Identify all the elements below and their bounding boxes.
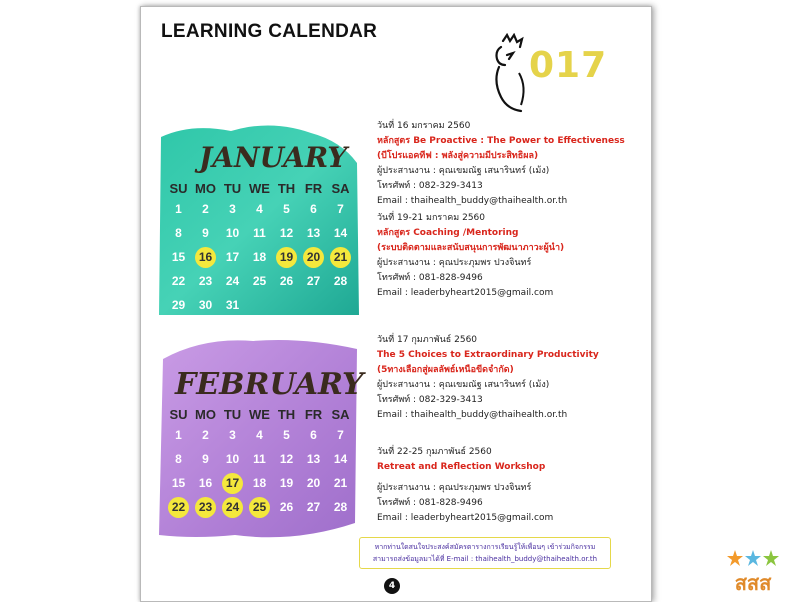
day-number: 3 — [229, 428, 236, 442]
calendar-day — [273, 269, 300, 293]
february-calendar — [159, 333, 364, 541]
weekday-label: FR — [304, 407, 323, 422]
calendar-day — [327, 245, 354, 269]
calendar-day — [219, 197, 246, 221]
calendar-day — [300, 197, 327, 221]
calendar-day — [165, 423, 192, 447]
day-number: 7 — [337, 428, 344, 442]
event-email: Email : thaihealth_buddy@thaihealth.or.th — [377, 410, 568, 420]
event-entry — [377, 333, 599, 423]
day-number: 8 — [175, 226, 182, 240]
day-number: 9 — [202, 226, 209, 240]
weekday-label: MO — [195, 181, 216, 196]
calendar-day — [246, 269, 273, 293]
calendar-day — [327, 197, 354, 221]
event-coordinator: ผู้ประสานงาน : คุณประภุมพร ปวงจินทร์ — [377, 258, 532, 268]
calendar-day — [165, 495, 192, 519]
event-subtitle: (5ทางเลือกสู่ผลลัพธ์เหนือขีดจำกัด) — [377, 365, 514, 375]
day-number: 15 — [171, 476, 186, 490]
calendar-day — [300, 245, 327, 269]
event-coordinator: ผู้ประสานงาน : คุณเขมณัฐ เสนารินทร์ (เม้ง) — [377, 380, 550, 390]
page-title: LEARNING CALENDAR — [161, 21, 378, 42]
day-number: 21 — [333, 476, 348, 490]
day-number: 10 — [225, 226, 240, 240]
weekday-label: SA — [331, 181, 350, 196]
calendar-day — [300, 447, 327, 471]
logo-year: 017 — [529, 45, 608, 86]
brand-text: สสส — [734, 571, 772, 595]
day-number: 28 — [333, 274, 348, 288]
calendar-day — [219, 245, 246, 269]
day-number: 14 — [333, 452, 348, 466]
event-email: Email : thaihealth_buddy@thaihealth.or.th — [377, 196, 568, 206]
calendar-day — [273, 197, 300, 221]
calendar-day — [165, 293, 192, 317]
contact-note-box — [359, 537, 611, 569]
day-number: 2 — [202, 202, 209, 216]
weekday-label: SU — [169, 407, 188, 422]
day-number: 13 — [306, 226, 321, 240]
star-people-icon — [727, 548, 779, 568]
month-title: JANUARY — [199, 141, 348, 174]
weekday-header — [165, 181, 354, 196]
calendar-day — [273, 423, 300, 447]
day-number: 25 — [252, 274, 267, 288]
calendar-day — [192, 447, 219, 471]
note-line: หากท่านใดสนใจประสงค์สมัครตารางการเรียนรู้ให้เพื่อนๆ เข้าร่วมกิจกรรม — [374, 543, 596, 551]
calendar-day — [273, 495, 300, 519]
day-number: 22 — [171, 274, 186, 288]
day-number: 17 — [222, 473, 243, 494]
calendar-day — [165, 447, 192, 471]
day-number: 27 — [306, 500, 321, 514]
calendar-day — [219, 293, 246, 317]
calendar-day — [219, 221, 246, 245]
day-number: 8 — [175, 452, 182, 466]
event-entry — [377, 445, 553, 526]
day-number: 21 — [330, 247, 351, 268]
calendar-day — [327, 221, 354, 245]
event-phone: โทรศัพท์ : 082-329-3413 — [377, 395, 483, 405]
weekday-label: SA — [331, 407, 350, 422]
day-number: 12 — [279, 226, 294, 240]
calendar-day — [300, 423, 327, 447]
day-number: 10 — [225, 452, 240, 466]
day-number: 5 — [283, 428, 290, 442]
calendar-day — [165, 221, 192, 245]
calendar-day — [327, 423, 354, 447]
day-number: 26 — [279, 500, 294, 514]
calendar-day — [273, 221, 300, 245]
day-number: 5 — [283, 202, 290, 216]
calendar-day — [273, 471, 300, 495]
calendar-day — [246, 197, 273, 221]
rooster-logo — [489, 33, 629, 117]
event-date: วันที่ 22-25 กุมภาพันธ์ 2560 — [377, 447, 492, 457]
event-subtitle: (บีโปรแอคทีฟ : พลังสู่ความมีประสิทธิผล) — [377, 151, 539, 161]
document-page — [140, 6, 652, 602]
day-number: 23 — [195, 497, 216, 518]
calendar-day — [192, 495, 219, 519]
calendar-day — [165, 197, 192, 221]
calendar-day — [246, 423, 273, 447]
event-date: วันที่ 17 กุมภาพันธ์ 2560 — [377, 335, 478, 345]
calendar-day — [192, 269, 219, 293]
event-title: Retreat and Reflection Workshop — [377, 462, 546, 472]
calendar-day — [219, 269, 246, 293]
day-number: 1 — [175, 428, 182, 442]
day-grid — [165, 423, 354, 519]
calendar-day — [246, 245, 273, 269]
calendar-day — [327, 269, 354, 293]
day-number: 11 — [253, 452, 266, 466]
event-coordinator: ผู้ประสานงาน : คุณประภุมพร ปวงจินทร์ — [377, 483, 532, 493]
calendar-day — [192, 197, 219, 221]
day-number: 22 — [168, 497, 189, 518]
note-line: สามารถส่งข้อมูลมาได้ที่ E-mail : thaihealth_buddy@thaihealth.or.th — [372, 555, 598, 563]
day-number: 29 — [171, 298, 186, 312]
weekday-label: MO — [195, 407, 216, 422]
thaihealth-logo — [727, 548, 779, 595]
day-number: 12 — [279, 452, 294, 466]
day-number: 24 — [225, 274, 240, 288]
event-title: The 5 Choices to Extraordinary Productivity — [377, 350, 599, 360]
weekday-label: TH — [277, 181, 296, 196]
day-grid — [165, 197, 354, 317]
day-number: 17 — [225, 250, 240, 264]
calendar-day — [219, 423, 246, 447]
event-subtitle: (ระบบติดตามและสนับสนุนการพัฒนาภาวะผู้นำ) — [377, 243, 565, 253]
weekday-header — [165, 407, 354, 422]
calendar-day — [327, 495, 354, 519]
weekday-label: TH — [277, 407, 296, 422]
day-number: 16 — [198, 476, 213, 490]
weekday-label: FR — [304, 181, 323, 196]
calendar-day — [165, 269, 192, 293]
calendar-day — [327, 447, 354, 471]
event-title: หลักสูตร Be Proactive : The Power to Effectiveness — [377, 136, 625, 146]
day-number: 18 — [252, 250, 267, 264]
calendar-day — [246, 471, 273, 495]
day-number: 20 — [303, 247, 324, 268]
day-number: 1 — [175, 202, 182, 216]
calendar-day — [246, 495, 273, 519]
weekday-label: TU — [223, 181, 242, 196]
day-number: 23 — [198, 274, 213, 288]
calendar-day — [165, 471, 192, 495]
day-number: 11 — [253, 226, 266, 240]
event-title: หลักสูตร Coaching /Mentoring — [377, 228, 519, 238]
day-number: 31 — [225, 298, 240, 312]
calendar-day — [192, 245, 219, 269]
day-number: 4 — [256, 202, 263, 216]
calendar-day — [300, 471, 327, 495]
event-date: วันที่ 16 มกราคม 2560 — [377, 121, 471, 131]
calendar-day — [246, 447, 273, 471]
day-number: 13 — [306, 452, 321, 466]
day-number: 16 — [195, 247, 216, 268]
day-number: 30 — [198, 298, 213, 312]
day-number: 24 — [222, 497, 243, 518]
weekday-label: WE — [249, 407, 270, 422]
event-date: วันที่ 19-21 มกราคม 2560 — [377, 213, 485, 223]
day-number: 6 — [310, 202, 317, 216]
calendar-day — [300, 495, 327, 519]
month-title: FEBRUARY — [175, 367, 364, 402]
calendar-day — [219, 447, 246, 471]
calendar-day — [327, 471, 354, 495]
day-number: 14 — [333, 226, 348, 240]
january-calendar — [159, 115, 359, 315]
event-email: Email : leaderbyheart2015@gmail.com — [377, 288, 554, 298]
calendar-day — [192, 423, 219, 447]
day-number: 15 — [171, 250, 186, 264]
calendar-day — [246, 221, 273, 245]
day-number: 26 — [279, 274, 294, 288]
weekday-label: WE — [249, 181, 270, 196]
day-number: 7 — [337, 202, 344, 216]
event-coordinator: ผู้ประสานงาน : คุณเขมณัฐ เสนารินทร์ (เม้ง) — [377, 166, 550, 176]
calendar-day — [273, 245, 300, 269]
calendar-day — [300, 269, 327, 293]
event-entry — [377, 211, 564, 301]
calendar-day — [192, 471, 219, 495]
calendar-day — [219, 471, 246, 495]
day-number: 3 — [229, 202, 236, 216]
day-number: 25 — [249, 497, 270, 518]
weekday-label: SU — [169, 181, 188, 196]
event-phone: โทรศัพท์ : 082-329-3413 — [377, 181, 483, 191]
day-number: 19 — [279, 476, 294, 490]
calendar-day — [192, 221, 219, 245]
weekday-label: TU — [223, 407, 242, 422]
calendar-day — [165, 245, 192, 269]
event-email: Email : leaderbyheart2015@gmail.com — [377, 513, 554, 523]
day-number: 20 — [306, 476, 321, 490]
day-number: 19 — [276, 247, 297, 268]
event-phone: โทรศัพท์ : 081-828-9496 — [377, 498, 483, 508]
calendar-day — [192, 293, 219, 317]
calendar-day — [219, 495, 246, 519]
day-number: 18 — [252, 476, 267, 490]
event-phone: โทรศัพท์ : 081-828-9496 — [377, 273, 483, 283]
day-number: 9 — [202, 452, 209, 466]
day-number: 27 — [306, 274, 321, 288]
event-entry — [377, 119, 625, 209]
day-number: 2 — [202, 428, 209, 442]
calendar-day — [273, 447, 300, 471]
day-number: 28 — [333, 500, 348, 514]
day-number: 6 — [310, 428, 317, 442]
page-number: 4 — [384, 578, 400, 594]
calendar-day — [300, 221, 327, 245]
day-number: 4 — [256, 428, 263, 442]
